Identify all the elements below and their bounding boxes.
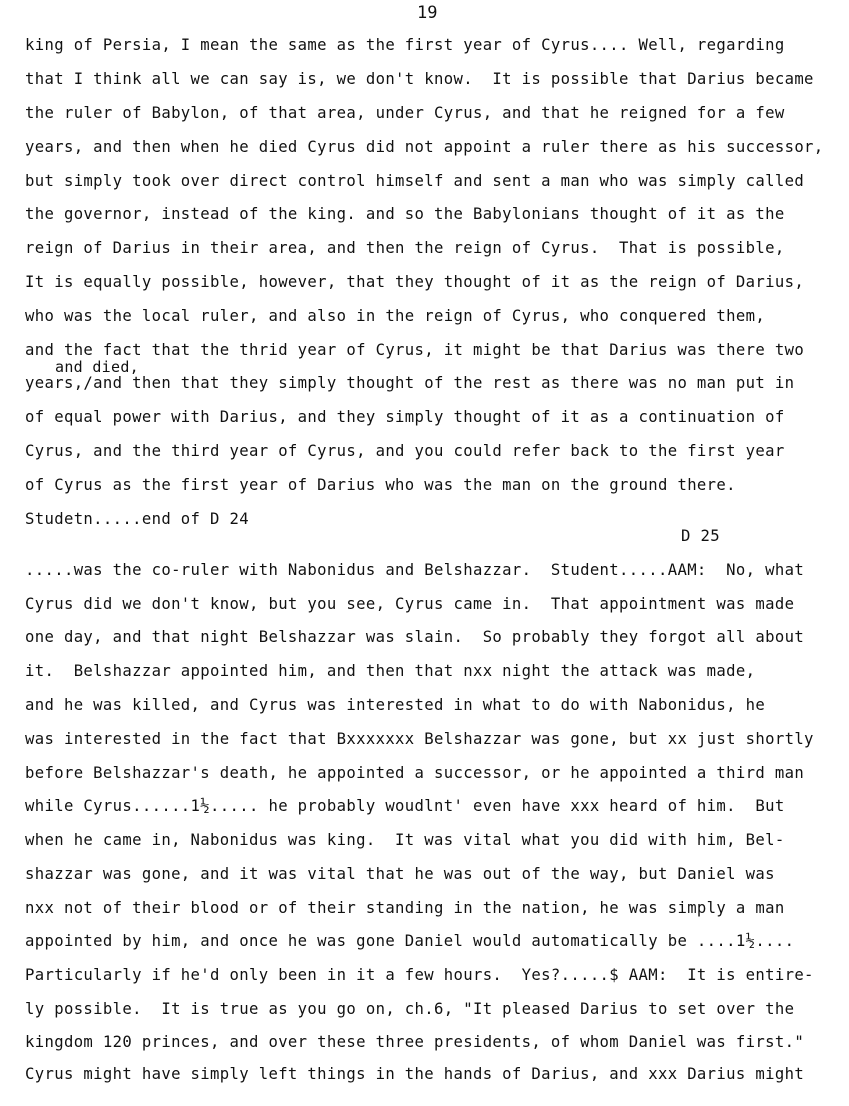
interlinear-insertion: and died,	[55, 358, 139, 376]
page-number: 19	[417, 3, 438, 23]
text-line: king of Persia, I mean the same as the first year of Cyrus.... Well, regarding	[25, 36, 785, 54]
text-line: and the fact that the thrid year of Cyrus, it might be that Darius was there two	[25, 341, 805, 359]
text-line: Cyrus might have simply left things in the hands of Darius, and xxx Darius might	[25, 1065, 805, 1083]
text-line: It is equally possible, however, that they thought of it as the reign of Darius,	[25, 273, 805, 291]
text-line: the ruler of Babylon, of that area, under Cyrus, and that he reigned for a few	[25, 104, 785, 122]
text-line: was interested in the fact that Bxxxxxxx Belshazzar was gone, but xx just shortly	[25, 730, 814, 748]
text-line: Cyrus did we don't know, but you see, Cyrus came in. That appointment was made	[25, 595, 795, 613]
text-line: kingdom 120 princes, and over these three presidents, of whom Daniel was first."	[25, 1033, 805, 1051]
text-line: of equal power with Darius, and they simply thought of it as a continuation of	[25, 408, 785, 426]
text-line: but simply took over direct control himself and sent a man who was simply called	[25, 172, 805, 190]
section-label: D 25	[681, 527, 720, 545]
text-line: appointed by him, and once he was gone Daniel would automatically be ....1½....	[25, 932, 795, 950]
text-line: who was the local ruler, and also in the reign of Cyrus, who conquered them,	[25, 307, 766, 325]
text-line: ly possible. It is true as you go on, ch.6, "It pleased Darius to set over the	[25, 1000, 795, 1018]
text-line: while Cyrus......1½..... he probably woudlnt' even have xxx heard of him. But	[25, 797, 785, 815]
text-line: one day, and that night Belshazzar was slain. So probably they forgot all about	[25, 628, 805, 646]
text-line: .....was the co-ruler with Nabonidus and Belshazzar. Student.....AAM: No, what	[25, 561, 805, 579]
text-line: before Belshazzar's death, he appointed a successor, or he appointed a third man	[25, 764, 805, 782]
text-line: nxx not of their blood or of their standing in the nation, he was simply a man	[25, 899, 785, 917]
text-line: it. Belshazzar appointed him, and then that nxx night the attack was made,	[25, 662, 756, 680]
text-line: Particularly if he'd only been in it a few hours. Yes?.....$ AAM: It is entire-	[25, 966, 814, 984]
text-line: years, and then when he died Cyrus did not appoint a ruler there as his successor,	[25, 138, 824, 156]
text-line: shazzar was gone, and it was vital that he was out of the way, but Daniel was	[25, 865, 775, 883]
text-line: reign of Darius in their area, and then the reign of Cyrus. That is possible,	[25, 239, 785, 257]
text-line: the governor, instead of the king. and so the Babylonians thought of it as the	[25, 205, 785, 223]
text-line: years,/and then that they simply thought of the rest as there was no man put in	[25, 374, 795, 392]
text-line: that I think all we can say is, we don't know. It is possible that Darius became	[25, 70, 814, 88]
text-line: Cyrus, and the third year of Cyrus, and you could refer back to the first year	[25, 442, 785, 460]
text-line: of Cyrus as the first year of Darius who was the man on the ground there.	[25, 476, 736, 494]
text-line: when he came in, Nabonidus was king. It was vital what you did with him, Bel-	[25, 831, 785, 849]
text-line: and he was killed, and Cyrus was interested in what to do with Nabonidus, he	[25, 696, 766, 714]
text-line: Studetn.....end of D 24	[25, 510, 249, 528]
